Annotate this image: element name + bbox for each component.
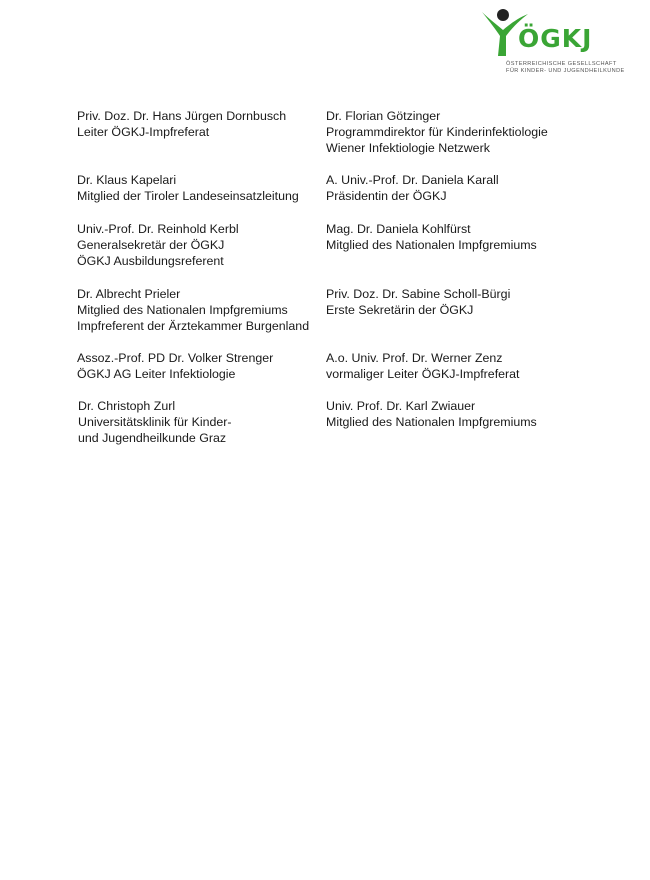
member-entry xyxy=(77,286,309,334)
member-role: Mitglied des Nationalen Impfgremiums xyxy=(326,415,537,429)
member-role: Universitätsklinik für Kinder- xyxy=(78,415,232,429)
member-role: Programmdirektor für Kinderinfektiologie xyxy=(326,125,548,139)
member-role: Mitglied des Nationalen Impfgremiums xyxy=(77,303,288,317)
member-role: ÖGKJ Ausbildungsreferent xyxy=(77,254,224,268)
member-name: Priv. Doz. Dr. Sabine Scholl-Bürgi xyxy=(326,287,511,301)
member-entry xyxy=(326,108,548,156)
member-entry xyxy=(77,108,286,140)
member-entry xyxy=(77,172,299,204)
member-name: Univ. Prof. Dr. Karl Zwiauer xyxy=(326,399,476,413)
member-name: Univ.-Prof. Dr. Reinhold Kerbl xyxy=(77,222,239,236)
oegkj-logo xyxy=(476,6,625,76)
member-role: Erste Sekretärin der ÖGKJ xyxy=(326,303,474,317)
member-role: Mitglied des Nationalen Impfgremiums xyxy=(326,238,537,252)
logo-tagline-line1: ÖSTERREICHISCHE GESELLSCHAFT xyxy=(506,61,617,67)
member-role: vormaliger Leiter ÖGKJ-Impfreferat xyxy=(326,367,520,381)
member-entry xyxy=(326,221,537,253)
member-role: und Jugendheilkunde Graz xyxy=(78,431,227,445)
member-role: Leiter ÖGKJ-Impfreferat xyxy=(77,125,210,139)
member-role: Wiener Infektiologie Netzwerk xyxy=(326,141,490,155)
member-entry xyxy=(326,398,537,430)
member-entry xyxy=(78,398,232,446)
member-entry xyxy=(77,350,273,382)
member-name: Dr. Klaus Kapelari xyxy=(77,173,177,187)
member-role: Generalsekretär der ÖGKJ xyxy=(77,238,225,252)
member-role: Mitglied der Tiroler Landeseinsatzleitung xyxy=(77,189,299,203)
member-name: Dr. Albrecht Prieler xyxy=(77,287,181,301)
member-entry xyxy=(326,172,499,204)
member-name: Dr. Florian Götzinger xyxy=(326,109,441,123)
member-name: Priv. Doz. Dr. Hans Jürgen Dornbusch xyxy=(77,109,287,123)
member-entry xyxy=(77,221,239,269)
member-role: Präsidentin der ÖGKJ xyxy=(326,189,447,203)
member-name: A. Univ.-Prof. Dr. Daniela Karall xyxy=(326,173,499,187)
member-role: ÖGKJ AG Leiter Infektiologie xyxy=(77,367,236,381)
member-name: Dr. Christoph Zurl xyxy=(78,399,176,413)
member-name: Mag. Dr. Daniela Kohlfürst xyxy=(326,222,471,236)
member-role: Impfreferent der Ärztekammer Burgenland xyxy=(77,319,310,333)
member-entry xyxy=(326,350,520,382)
member-name: Assoz.-Prof. PD Dr. Volker Strenger xyxy=(77,351,274,365)
logo-wordmark: ÖGKJ xyxy=(518,24,593,53)
logo-tagline-line2: FÜR KINDER- UND JUGENDHEILKUNDE xyxy=(506,68,625,74)
member-entry xyxy=(326,286,510,318)
member-name: A.o. Univ. Prof. Dr. Werner Zenz xyxy=(326,351,503,365)
